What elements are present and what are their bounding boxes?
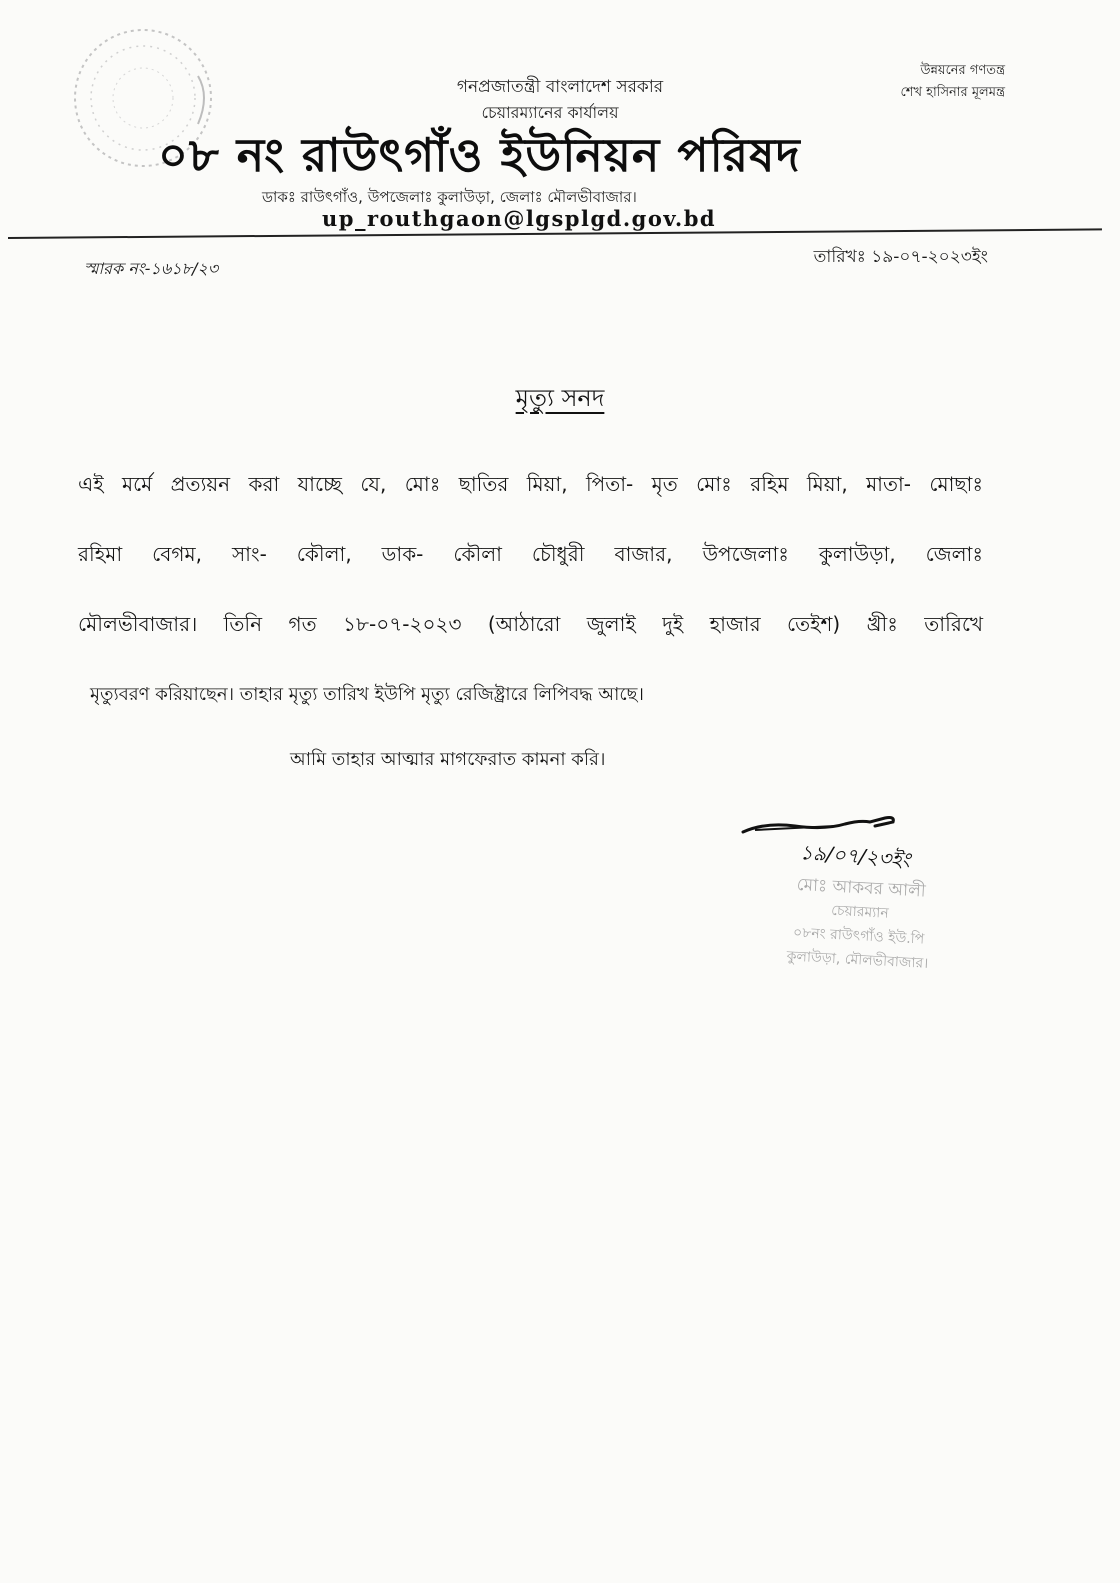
government-name: গনপ্রজাতন্ত্রী বাংলাদেশ সরকার bbox=[456, 77, 664, 97]
document-title: মৃত্যু সনদ bbox=[515, 384, 605, 412]
stamp-name: মোঃ আকবর আলী bbox=[796, 874, 927, 902]
office-name: চেয়ারম্যানের কার্যালয় bbox=[481, 103, 619, 122]
body-line-2: রহিমা বেগম, সাং- কৌলা, ডাক- কৌলা চৌধুরী বাজার, উপজেলাঃ কুলাউড়া, জেলাঃ bbox=[78, 542, 983, 566]
motto-block bbox=[900, 60, 1005, 104]
motto-line-2: শেখ হাসিনার মূলমন্ত্র bbox=[900, 85, 1005, 100]
address-line: ডাকঃ রাউৎগাঁও, উপজেলাঃ কুলাউড়া, জেলাঃ মৌলভীবাজার। bbox=[262, 188, 637, 206]
stamp-location: কুলাউড়া, মৌলভীবাজার। bbox=[786, 948, 929, 972]
prayer-line: আমি তাহার আত্মার মাগফেরাত কামনা করি। bbox=[290, 749, 606, 770]
stamp-union: ০৮নং রাউৎগাঁও ইউ.পি bbox=[792, 924, 925, 948]
body-line-3: মৌলভীবাজার। তিনি গত ১৮-০৭-২০২৩ (আঠারো জুলাই দুই হাজার তেইশ) খ্রীঃ তারিখে bbox=[78, 612, 983, 636]
chairman-stamp bbox=[737, 870, 982, 978]
motto-line-1: উন্নয়নের গণতন্ত্র bbox=[920, 63, 1005, 78]
memo-number: স্মারক নং-১৬১৮/২৩ bbox=[84, 259, 219, 278]
stamp-title: চেয়ারম্যান bbox=[830, 902, 890, 922]
issue-date: তারিখঃ ১৯-০৭-২০২৩ইং bbox=[813, 247, 988, 267]
body-line-4: মৃত্যুবরণ করিয়াছেন। তাহার মৃত্যু তারিখ ইউপি মৃত্যু রেজিষ্ট্রারে লিপিবদ্ধ আছে। bbox=[90, 684, 644, 705]
email-address: up_routhgaon@lgsplgd.gov.bd bbox=[322, 206, 717, 231]
body-line-1: এই মর্মে প্রত্যয়ন করা যাচ্ছে যে, মোঃ ছাতির মিয়া, পিতা- মৃত মোঃ রহিম মিয়া, মাতা- মোছাঃ bbox=[78, 472, 983, 496]
union-title: ০৮ নং রাউৎগাঁও ইউনিয়ন পরিষদ bbox=[158, 128, 801, 182]
signature-date: ১৯/০৭/২৩ইং bbox=[799, 840, 912, 872]
